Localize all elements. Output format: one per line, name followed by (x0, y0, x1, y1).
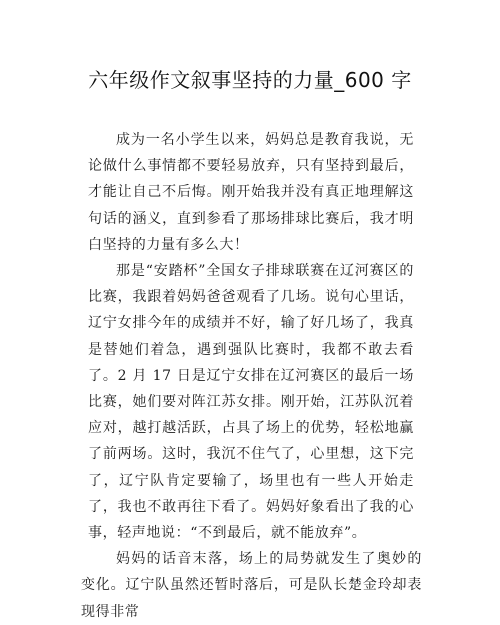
paragraph-2: 那是“安踏杯”全国女子排球联赛在辽河赛区的比赛，我跟着妈妈爸爸观看了几场。说句心里话，辽宁女排今年的成绩并不好，输了好几场了，我真是替她们着急，遇到强队比赛时，我都不敢去看了。2 月 17 日是辽宁女排在辽河赛区的最后一场比赛，她们要对阵江苏女排。刚开始，江苏队沉着应对，越打越活跃，占具了场上的优势，轻松地赢了前两场。这时，我沉不住气了，心里想，这下完了，辽宁队肯定要输了，场里也有一些人开始走了，我也不敢再往下看了。妈妈好象看出了我的心事，轻声地说：“不到最后，就不能放弃”。 (88, 263, 414, 542)
document-title: 六年级作文叙事坚持的力量_600 字 (88, 68, 412, 92)
paragraph-3: 妈妈的话音末落，场上的局势就发生了奥妙的变化。辽宁队虽然还暂时落后，可是队长楚金玲却表现得非常 (81, 551, 422, 620)
paragraph-1: 成为一名小学生以来，妈妈总是教育我说，无论做什么事情都不要轻易放弃，只有坚持到最后，才能让自己不后悔。刚开始我并没有真正地理解这句话的涵义，直到参看了那场排球比赛后，我才明白坚持的力量有多么大！ (88, 132, 414, 253)
document-body (81, 127, 422, 625)
